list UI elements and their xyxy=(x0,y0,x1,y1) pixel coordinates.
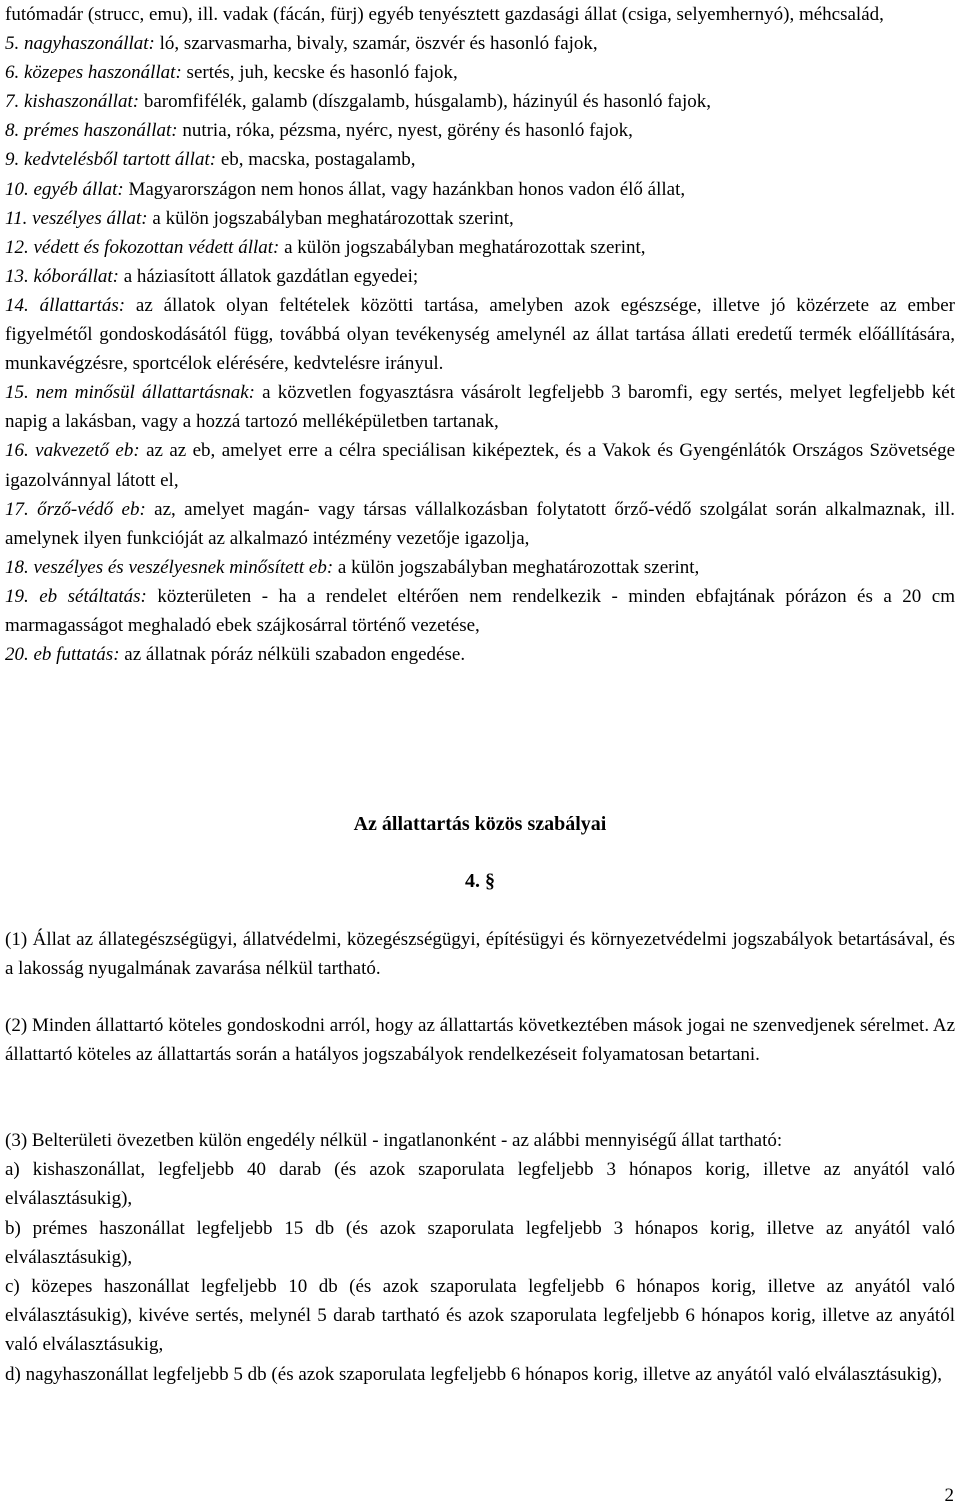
definition-text: sertés, juh, kecske és hasonló fajok, xyxy=(181,62,458,84)
definition-text: nutria, róka, pézsma, nyérc, nyest, görény és hasonló fajok, xyxy=(177,120,633,142)
definition-text: az állatok olyan feltételek közötti tartása, amelyben azok egészsége, illetve jó közérzete az ember figyelmétől gondoskodásától függ, továbbá olyan tevékenység amelynél az állat tartása állati eredetű termék előállítására, munkavégzésre, sportcélok elérésére, kedvtelésre irányul. xyxy=(5,294,955,375)
definition-text: baromfifélék, galamb (díszgalamb, húsgalamb), házinyúl és hasonló fajok, xyxy=(139,91,712,113)
definition-term: 15. nem minősül állattartásnak: xyxy=(5,382,255,404)
definition-item xyxy=(5,582,955,640)
definition-text: a háziasított állatok gazdátlan egyedei; xyxy=(119,265,419,287)
definition-item xyxy=(5,233,955,262)
paragraph-3-item: d) nagyhaszonállat legfeljebb 5 db (és azok szaporulata legfeljebb 6 hónapos korig, illetve az anyától való elválasztásukig), xyxy=(5,1363,942,1385)
definition-text: az állatnak póráz nélküli szabadon engedése. xyxy=(119,644,466,666)
definition-item xyxy=(5,145,955,174)
definition-term: 18. veszélyes és veszélyesnek minősített eb: xyxy=(5,556,334,578)
section-number: 4. § xyxy=(465,870,495,892)
definition-term: 16. vakvezető eb: xyxy=(5,440,140,462)
definition-text: futómadár (strucc, emu), ill. vadak (fácán, fürj) egyéb tenyésztett gazdasági állat (csiga, selyemhernyó), méhcsalád, xyxy=(5,4,884,25)
paragraph-3-item: a) kishaszonállat, legfeljebb 40 darab (és azok szaporulata legfeljebb 3 hónapos korig, illetve az anyától való elválasztásukig), xyxy=(5,1159,955,1210)
definition-text: közterületen - ha a rendelet eltérően nem rendelkezik - minden ebfajtának pórázon és a 20 cm marmagasságot meghaladó ebek szájkosárral történő vezetése, xyxy=(5,585,955,636)
paragraph-1: (1) Állat az állategészségügyi, állatvédelmi, közegészségügyi, építésügyi és környezetvédelmi jogszabályok betartásával, és a lakosság nyugalmának zavarása nélkül tartható. xyxy=(5,929,955,980)
definition-term: 10. egyéb állat: xyxy=(5,178,124,200)
definition-text: a külön jogszabályban meghatározottak szerint, xyxy=(147,207,514,229)
definition-term: 8. prémes haszonállat: xyxy=(5,120,178,142)
definition-text: ló, szarvasmarha, bivaly, szamár, öszvér és hasonló fajok, xyxy=(154,33,598,55)
definition-item xyxy=(5,29,955,58)
definition-item xyxy=(5,175,955,204)
definition-item xyxy=(5,0,955,29)
definition-text: a közvetlen fogyasztásra vásárolt legfeljebb 3 baromfi, egy sertés, melyet legfeljebb két napig a lakásban, vagy a hozzá tartozó melléképületben tartanak, xyxy=(5,382,955,433)
definition-term: 7. kishaszonállat: xyxy=(5,91,140,113)
definition-text: az, amelyet magán- vagy társas vállalkozásban folytatott őrző-védő szolgálat során alkalmaznak, ill. amelynek ilyen funkcióját az alkalmazó intézmény vezetője igazolja, xyxy=(5,498,955,549)
definition-term: 13. kóborállat: xyxy=(5,265,119,287)
definition-item xyxy=(5,291,955,378)
definition-text: eb, macska, postagalamb, xyxy=(216,149,416,171)
definition-term: 11. veszélyes állat: xyxy=(5,207,148,229)
definition-list xyxy=(5,0,955,669)
definition-item xyxy=(5,378,955,436)
section-heading: Az állattartás közös szabályai xyxy=(353,813,607,835)
definition-item xyxy=(5,640,955,669)
paragraph-3-intro: (3) Belterületi övezetben külön engedély nélkül - ingatlanonként - az alábbi mennyiségű állat tartható: xyxy=(5,1130,783,1151)
definition-item xyxy=(5,116,955,145)
definition-text: a külön jogszabályban meghatározottak szerint, xyxy=(333,556,700,578)
paragraph-2: (2) Minden állattartó köteles gondoskodni arról, hogy az állattartás következtében mások jogai ne szenvedjenek sérelmet. Az állattartó köteles az állattartás során a hatályos jogszabályok rendelkezéseit folyamatosan betartani. xyxy=(5,1015,955,1066)
definition-term: 5. nagyhaszonállat: xyxy=(5,33,155,55)
definition-item xyxy=(5,87,955,116)
definition-term: 20. eb futtatás: xyxy=(5,644,120,666)
definition-term: 9. kedvtelésből tartott állat: xyxy=(5,149,217,171)
definition-text: Magyarországon nem honos állat, vagy hazánkban honos vadon élő állat, xyxy=(123,178,686,200)
paragraph-3-item: c) közepes haszonállat legfeljebb 10 db (és azok szaporulata legfeljebb 6 hónapos korig, illetve az anyától való elválasztásukig), kivéve sertés, melynél 5 darab tartható és azok szaporulata legfeljebb 6 hónapos korig, illetve az anyától való elválasztásukig, xyxy=(5,1276,955,1356)
definition-item xyxy=(5,436,955,494)
definition-term: 6. közepes haszonállat: xyxy=(5,62,182,84)
definition-item xyxy=(5,204,955,233)
page-number: 2 xyxy=(944,1485,954,1506)
definition-term: 14. állattartás: xyxy=(5,294,126,316)
definition-item xyxy=(5,58,955,87)
definition-item xyxy=(5,553,955,582)
paragraph-3-item: b) prémes haszonállat legfeljebb 15 db (és azok szaporulata legfeljebb 3 hónapos korig, illetve az anyától való elválasztásukig), xyxy=(5,1217,955,1268)
paragraph-3 xyxy=(5,1126,955,1389)
definition-term: 17. őrző-védő eb: xyxy=(5,498,146,520)
definition-item xyxy=(5,495,955,553)
definition-item xyxy=(5,262,955,291)
definition-text: a külön jogszabályban meghatározottak szerint, xyxy=(279,236,646,258)
definition-term: 12. védett és fokozottan védett állat: xyxy=(5,236,280,258)
definition-text: az az eb, amelyet erre a célra speciálisan kiképeztek, és a Vakok és Gyengénlátók Országos Szövetsége igazolvánnyal látott el, xyxy=(5,440,955,491)
definition-term: 19. eb sétáltatás: xyxy=(5,585,147,607)
